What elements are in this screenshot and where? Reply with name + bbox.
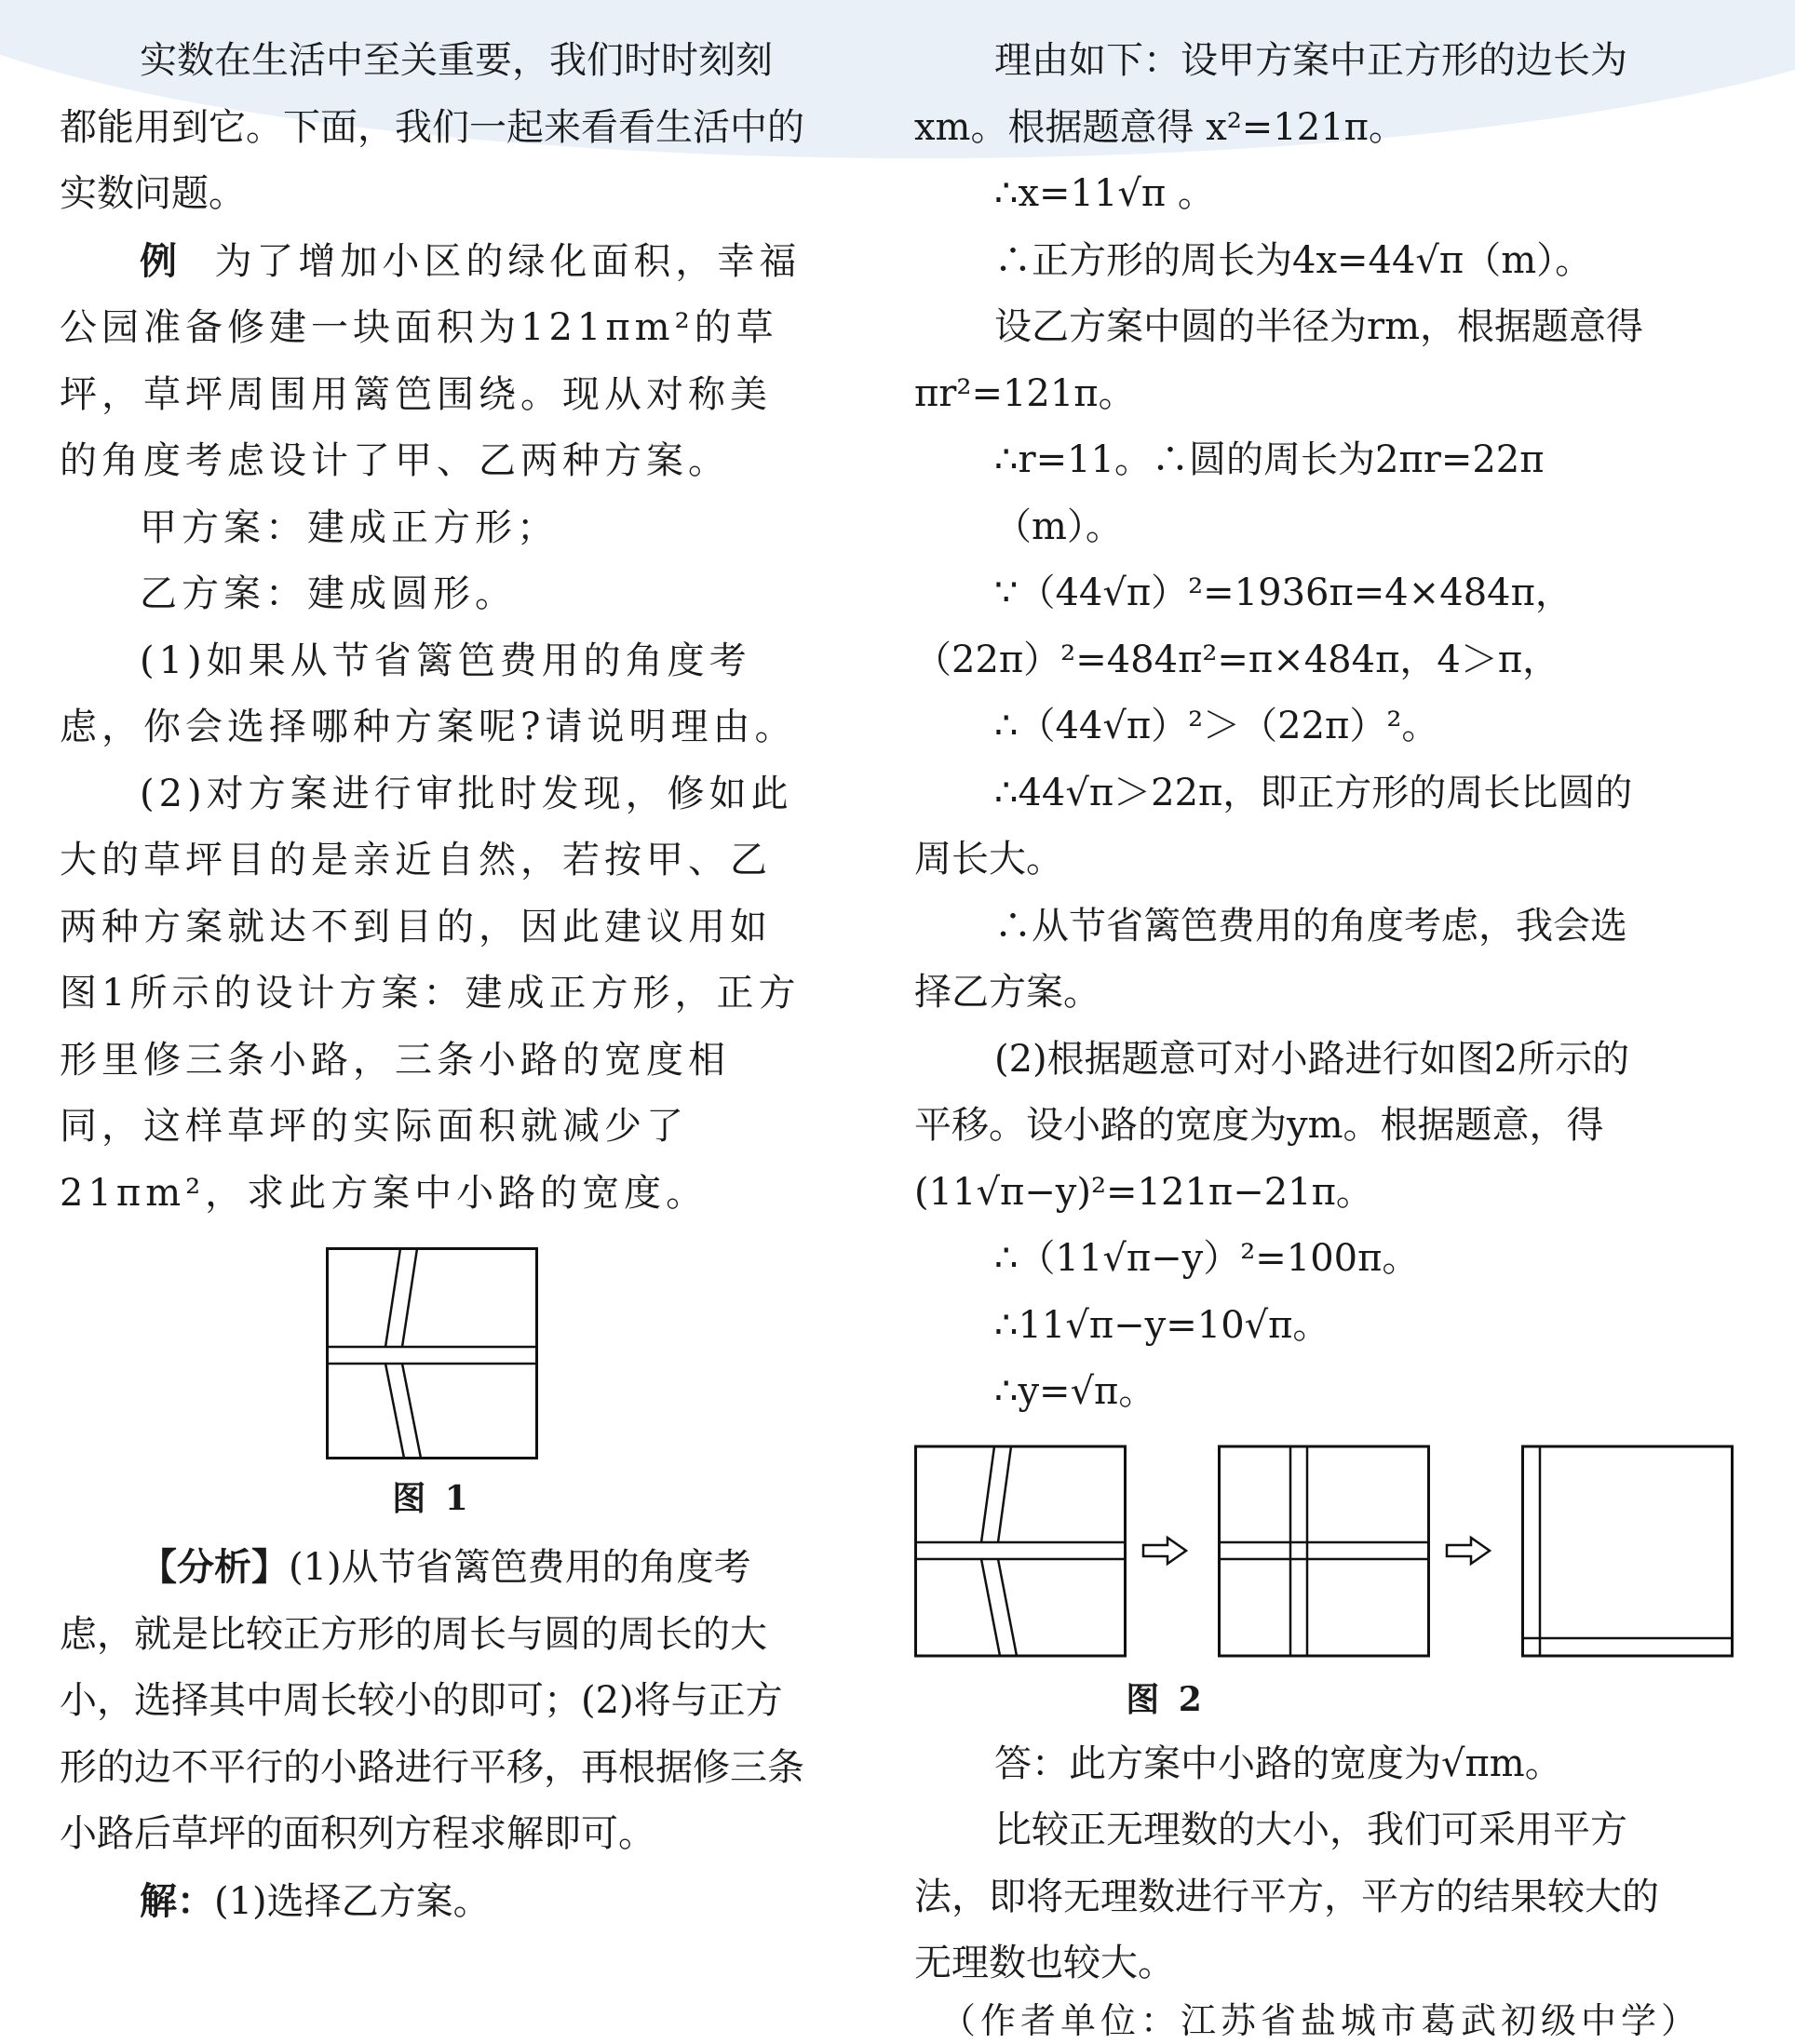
reason-paragraph: 理由如下：设甲方案中正方形的边长为xm。根据题意得 x²=121π。 — [914, 39, 1627, 149]
arrow-icon — [1447, 1538, 1490, 1564]
comparison-result: ∴44√π＞22π，即正方形的周长比圆的周长大。 — [914, 771, 1633, 881]
plan-b-text: 乙方案：建成圆形。 — [140, 572, 517, 615]
author-affiliation: （作者单位：江苏省盐城市葛武初级中学） — [940, 2000, 1702, 2041]
figure-2-diagram — [914, 1445, 1734, 1661]
question-1: (1)如果从节省篱笆费用的角度考虑，你会选择哪种方案呢?请说明理由。 — [60, 639, 797, 748]
comparison-paragraph: ∵（44√π）²=1936π=4×484π，（22π）²=484π²=π×484π，4＞π， — [914, 572, 1572, 681]
question-2: (2)对方案进行审批时发现，修如此大的草坪目的是亲近自然，若按甲、乙两种方案就达不到目的，因此建议用如图1所示的设计方案：建成正方形，正方形里修三条小路，三条小路的宽度相同，这样草坪的实际面积就减少了21πm²，求此方案中小路的宽度。 — [60, 772, 801, 1215]
figure-2 — [914, 1445, 1659, 1661]
part2-step1: ∴（11√π−y）²=100π。 — [994, 1237, 1420, 1280]
figure-2-caption: 图 2 — [1126, 1679, 1206, 1719]
figure-1-diagram — [326, 1247, 538, 1459]
solution-paragraph — [60, 1868, 804, 1936]
plan-a-text: 甲方案：建成正方形； — [140, 505, 559, 549]
summary-paragraph: 比较正无理数的大小，我们可采用平方法，即将无理数进行平方，平方的结果较大的无理数也较大。 — [914, 1809, 1659, 1984]
figure-2-panel-straightened — [1220, 1446, 1429, 1656]
figure-2-panel-shifted — [1523, 1446, 1733, 1656]
part2-step3: ∴y=√π。 — [994, 1370, 1156, 1413]
intro-paragraph: 实数在生活中至关重要，我们时时刻刻都能用到它。下面，我们一起来看看生活中的实数问题。 — [60, 39, 804, 215]
part2-step2: ∴11√π−y=10√π。 — [994, 1303, 1330, 1347]
figure-1-caption: 图 1 — [392, 1479, 472, 1518]
analysis-label: 【分析】 — [140, 1545, 289, 1589]
circle-perimeter: ∴r=11。∴圆的周长为2πr=22π（m）。 — [994, 438, 1545, 548]
right-column — [914, 28, 1659, 1997]
figure-2-panel-original — [916, 1446, 1126, 1656]
example-text: 为了增加小区的绿化面积，幸福公园准备修建一块面积为121πm²的草坪，草坪周围用篱笆围绕。现从对称美的角度考虑设计了甲、乙两种方案。 — [60, 239, 802, 482]
comparison-squares: ∴（44√π）²＞（22π）²。 — [994, 705, 1439, 747]
part2-setup: (2)根据题意可对小路进行如图2所示的平移。设小路的宽度为ym。根据题意，得(11√π−y)²=121π−21π。 — [914, 1037, 1630, 1214]
choice-conclusion: ∴从节省篱笆费用的角度考虑，我会选择乙方案。 — [914, 904, 1627, 1014]
left-column — [60, 28, 804, 1935]
square-perimeter: ∴正方形的周长为4x=44√π（m）。 — [994, 238, 1593, 282]
example-paragraph — [60, 228, 804, 495]
equation-x: ∴x=11√π 。 — [994, 172, 1215, 215]
figure-1 — [326, 1247, 538, 1459]
solution-label: 解： — [140, 1878, 214, 1923]
arrow-icon — [1143, 1538, 1186, 1564]
answer-line: 答：此方案中小路的宽度为√πm。 — [994, 1741, 1562, 1785]
solution-text: (1)选择乙方案。 — [214, 1879, 491, 1923]
analysis-text: (1)从节省篱笆费用的角度考虑，就是比较正方形的周长与圆的周长的大小，选择其中周长较小的即可；(2)将与正方形的边不平行的小路进行平移，再根据修三条小路后草坪的面积列方程求解即可。 — [60, 1546, 804, 1855]
circle-setup: 设乙方案中圆的半径为rm，根据题意得 πr²=121π。 — [914, 305, 1644, 415]
example-label: 例 — [140, 238, 182, 283]
